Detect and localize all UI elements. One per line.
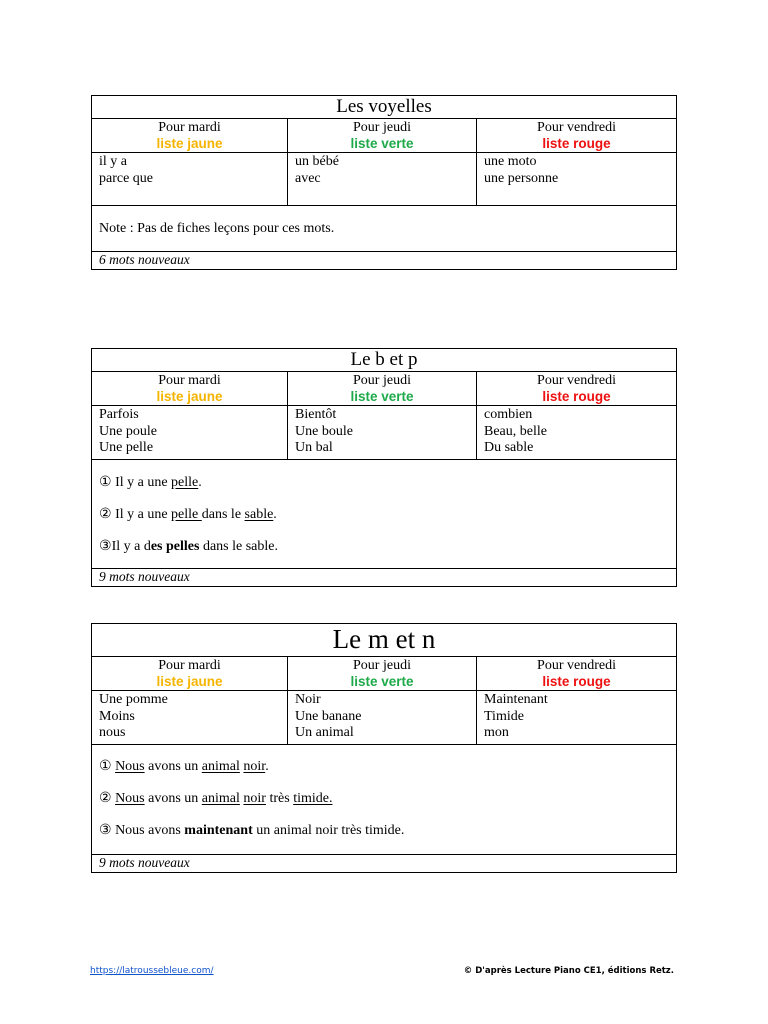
card-le-b-et-p <box>91 348 677 587</box>
word: Noir <box>295 692 321 707</box>
word: Moins <box>99 708 135 724</box>
underlined-word: animal <box>201 791 240 806</box>
word: combien <box>484 407 533 422</box>
underlined-word: Nous <box>115 791 145 806</box>
word: Une banane <box>295 708 362 724</box>
header-jeudi <box>288 119 477 152</box>
underlined-word: Nous <box>115 759 145 774</box>
day-label: Pour jeudi <box>353 373 411 388</box>
list-label-rouge: liste rouge <box>542 136 611 151</box>
sentence-text: dans le sable. <box>199 539 278 554</box>
circled-number: ③ <box>99 539 112 554</box>
word: Une poule <box>99 423 157 439</box>
circled-number: ③ <box>99 823 112 838</box>
sentence-text: Il y a une <box>111 475 172 490</box>
word-count: 6 mots nouveaux <box>99 252 190 267</box>
header-vendredi <box>477 119 676 152</box>
circled-number: ① <box>99 475 112 490</box>
header-vendredi <box>477 372 676 405</box>
word: Une pelle <box>99 440 154 456</box>
sentence-text: avons un <box>144 759 202 774</box>
header-row <box>92 372 676 406</box>
list-label-rouge: liste rouge <box>542 389 611 404</box>
list-label-verte: liste verte <box>350 389 414 404</box>
header-row <box>92 657 676 691</box>
underlined-word: pelle <box>171 475 199 490</box>
words-vendredi <box>477 153 676 205</box>
word: Un animal <box>295 725 354 741</box>
sentence-text: Nous avons <box>111 823 185 838</box>
words-mardi <box>92 691 288 744</box>
day-label: Pour vendredi <box>537 120 616 135</box>
word: nous <box>99 725 126 741</box>
sentence-text: . <box>273 507 277 522</box>
bold-word: es pelles <box>150 539 200 554</box>
sentences-section <box>92 745 676 855</box>
words-jeudi <box>288 691 477 744</box>
card-title: Le b et p <box>92 349 676 372</box>
word: Un bal <box>295 440 333 456</box>
words-mardi <box>92 153 288 205</box>
header-vendredi <box>477 657 676 690</box>
sentence-1 <box>99 474 669 492</box>
bold-word: maintenant <box>184 823 253 838</box>
underlined-word: pelle <box>171 507 202 522</box>
header-row <box>92 119 676 153</box>
sentence-3 <box>99 822 669 840</box>
day-label: Pour jeudi <box>353 658 411 673</box>
sentence-text: . <box>265 759 269 774</box>
underlined-word: sable <box>244 507 274 522</box>
words-row <box>92 691 676 745</box>
word: il y a <box>99 154 127 169</box>
card-title: Les voyelles <box>92 96 676 119</box>
circled-number: ① <box>99 759 112 774</box>
sentence-text: Il y a une <box>111 507 172 522</box>
sentence-2 <box>99 790 669 808</box>
word: mon <box>484 725 509 741</box>
list-label-jaune: liste jaune <box>156 389 223 404</box>
word-count: 9 mots nouveaux <box>99 569 190 584</box>
list-label-jaune: liste jaune <box>156 674 223 689</box>
sentences-section <box>92 460 676 569</box>
underlined-word: timide. <box>293 791 333 806</box>
words-mardi <box>92 406 288 459</box>
circled-number: ② <box>99 791 112 806</box>
word: une personne <box>484 170 559 186</box>
note-section <box>92 206 676 252</box>
underlined-word: noir <box>243 759 266 774</box>
sentence-text: . <box>198 475 202 490</box>
word: Une pomme <box>99 692 168 707</box>
words-row <box>92 153 676 206</box>
word: Du sable <box>484 440 534 456</box>
header-jeudi <box>288 372 477 405</box>
card-le-m-et-n <box>91 623 677 873</box>
day-label: Pour vendredi <box>537 658 616 673</box>
word: un bébé <box>295 154 339 169</box>
sentence-text: dans le <box>201 507 245 522</box>
list-label-verte: liste verte <box>350 674 414 689</box>
day-label: Pour mardi <box>158 373 221 388</box>
word: avec <box>295 170 321 186</box>
underlined-word: animal <box>201 759 240 774</box>
day-label: Pour mardi <box>158 658 221 673</box>
website-link[interactable]: https://latroussebleue.com/ <box>90 966 214 976</box>
word: parce que <box>99 170 154 186</box>
sentence-2 <box>99 506 669 524</box>
circled-number: ② <box>99 507 112 522</box>
word: Maintenant <box>484 692 548 707</box>
list-label-verte: liste verte <box>350 136 414 151</box>
word-count: 9 mots nouveaux <box>99 855 190 870</box>
sentence-text: un animal noir très timide. <box>252 823 405 838</box>
sentence-1 <box>99 758 669 776</box>
header-mardi <box>92 657 288 690</box>
sentence-3 <box>99 538 669 556</box>
sentence-text: Il y a d <box>111 539 151 554</box>
underlined-word: noir <box>243 791 266 806</box>
sentence-text: avons un <box>144 791 202 806</box>
word: une moto <box>484 154 537 169</box>
word: Une boule <box>295 423 353 439</box>
card-title: Le m et n <box>92 624 676 657</box>
words-jeudi <box>288 153 477 205</box>
day-label: Pour jeudi <box>353 120 411 135</box>
header-jeudi <box>288 657 477 690</box>
card-les-voyelles <box>91 95 677 270</box>
words-row <box>92 406 676 460</box>
words-vendredi <box>477 691 676 744</box>
list-label-jaune: liste jaune <box>156 136 223 151</box>
credit-text: © D'après Lecture Piano CE1, éditions Retz. <box>463 966 674 976</box>
list-label-rouge: liste rouge <box>542 674 611 689</box>
note-text: Note : Pas de fiches leçons pour ces mots. <box>99 221 335 236</box>
word: Timide <box>484 708 524 724</box>
day-label: Pour vendredi <box>537 373 616 388</box>
word: Parfois <box>99 407 139 422</box>
header-mardi <box>92 372 288 405</box>
header-mardi <box>92 119 288 152</box>
sentence-text: très <box>265 791 294 806</box>
words-jeudi <box>288 406 477 459</box>
word: Bientôt <box>295 407 337 422</box>
day-label: Pour mardi <box>158 120 221 135</box>
words-vendredi <box>477 406 676 459</box>
word: Beau, belle <box>484 423 547 439</box>
